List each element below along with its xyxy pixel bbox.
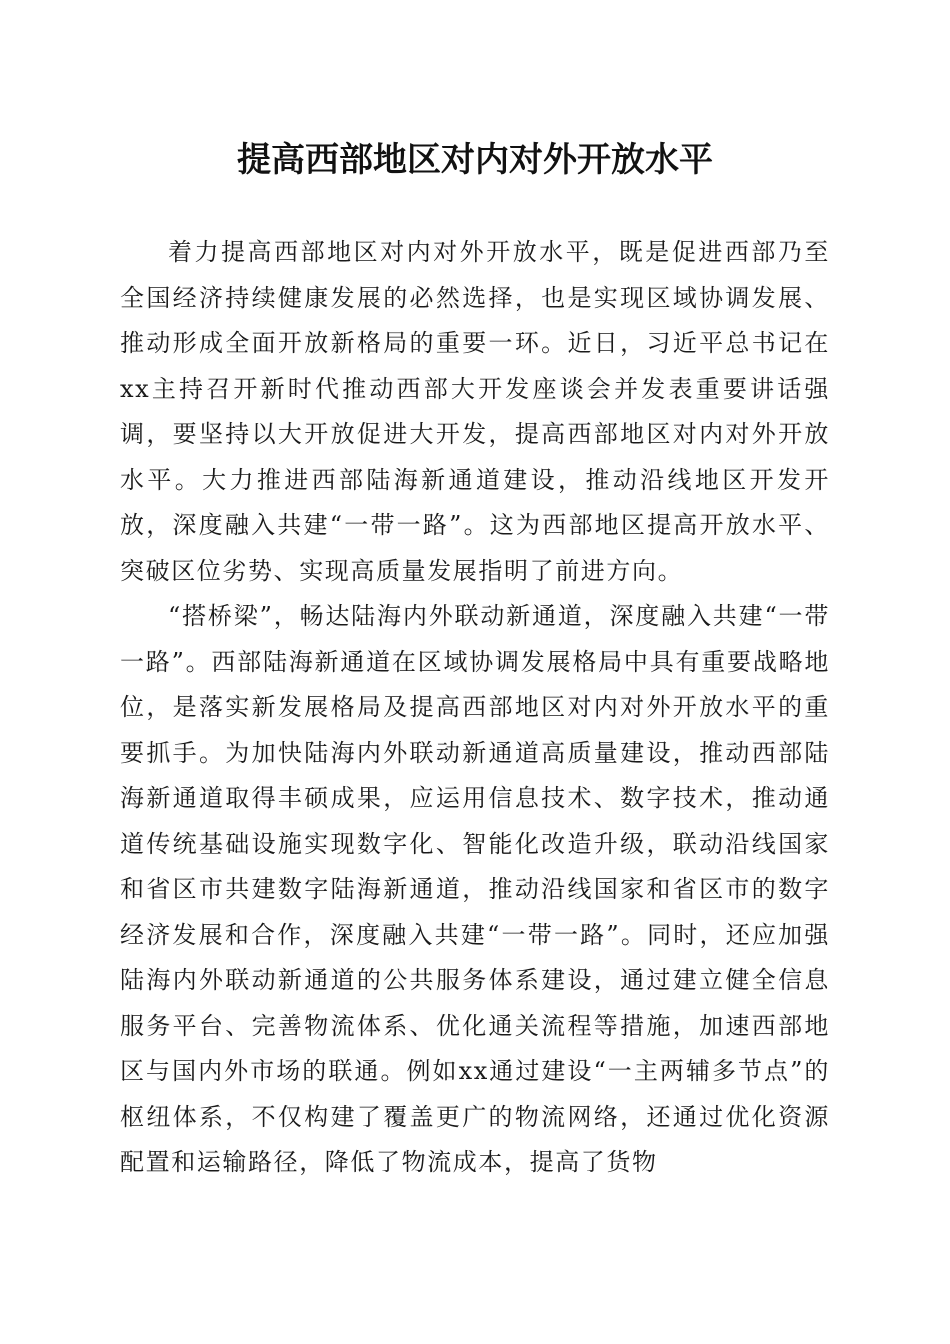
document-title: 提高西部地区对内对外开放水平	[237, 140, 713, 180]
paragraph-1: 着力提高西部地区对内对外开放水平，既是促进西部乃至全国经济持续健康发展的必然选择，也是实现区域协调发展、推动形成全面开放新格局的重要一环。近日，习近平总书记在xx主持召开新时代推动西部大开发座谈会并发表重要讲话强调，要坚持以大开放促进大开发，提高西部地区对内对外开放水平。大力推进西部陆海新通道建设，推动沿线地区开发开放，深度融入共建“一带一路”。这为西部地区提高开放水平、突破区位劣势、实现高质量发展指明了前进方向。	[120, 238, 830, 585]
document-body	[120, 230, 830, 1186]
paragraph-2: “搭桥梁”，畅达陆海内外联动新通道，深度融入共建“一带一路”。西部陆海新通道在区域协调发展格局中具有重要战略地位，是落实新发展格局及提高西部地区对内对外开放水平的重要抓手。为加快陆海内外联动新通道高质量建设，推动西部陆海新通道取得丰硕成果，应运用信息技术、数字技术，推动通道传统基础设施实现数字化、智能化改造升级，联动沿线国家和省区市共建数字陆海新通道，推动沿线国家和省区市的数字经济发展和合作，深度融入共建“一带一路”。同时，还应加强陆海内外联动新通道的公共服务体系建设，通过建立健全信息服务平台、完善物流体系、优化通关流程等措施，加速西部地区与国内外市场的联通。例如xx通过建设“一主两辅多节点”的枢纽体系，不仅构建了覆盖更广的物流网络，还通过优化资源配置和运输路径，降低了物流成本，提高了货物	[120, 602, 830, 1176]
